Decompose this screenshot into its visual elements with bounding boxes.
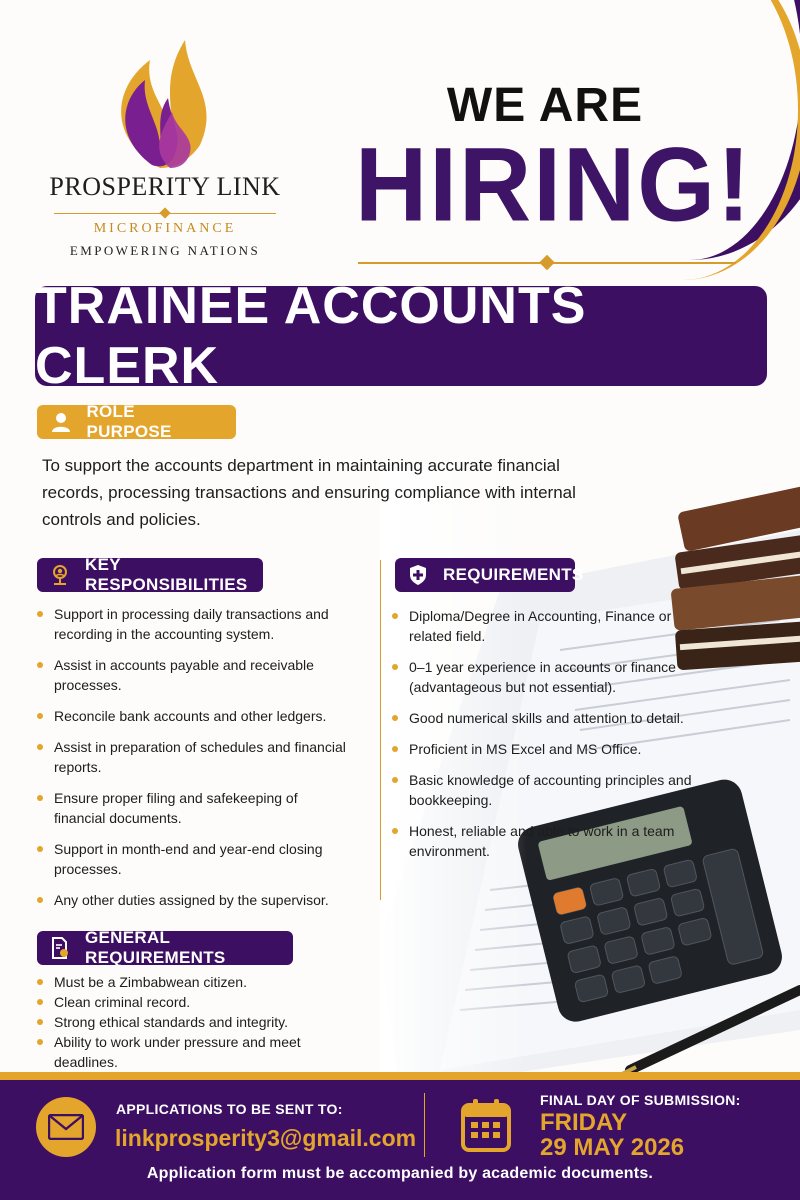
list-item: Assist in accounts payable and receivable processes. (36, 655, 346, 695)
headline-we-are: WE ARE (446, 79, 644, 132)
person-search-icon (49, 563, 71, 587)
document-badge-icon (49, 936, 71, 960)
list-item: Ensure proper filing and safekeeping of financial documents. (36, 788, 346, 828)
envelope-icon (36, 1097, 96, 1157)
requirements-heading-label: REQUIREMENTS (443, 565, 584, 584)
column-divider (380, 560, 381, 900)
application-email[interactable]: linkprosperity3@gmail.com (115, 1125, 417, 1151)
flame-logo-icon (90, 20, 240, 170)
list-item: Support in processing daily transactions and recording in the accounting system. (36, 604, 346, 644)
list-item: Proficient in MS Excel and MS Office. (391, 739, 701, 759)
list-item: Must be a Zimbabwean citizen. (36, 972, 326, 992)
key-responsibilities-list (36, 604, 346, 921)
list-item: Good numerical skills and attention to detail. (391, 708, 701, 728)
key-responsibilities-heading-label: KEY RESPONSIBILITIES (85, 555, 248, 594)
list-item: Strong ethical standards and integrity. (36, 1012, 326, 1032)
brand-tagline: EMPOWERING NATIONS (69, 243, 261, 258)
role-purpose-text: To support the accounts department in maintaining accurate financial records, processing transactions and ensuring compliance with internal controls and policies. (42, 456, 576, 529)
calendar-icon (460, 1097, 512, 1153)
general-requirements-list (36, 972, 326, 1072)
brand-division: MICROFINANCE (93, 221, 237, 236)
list-item: Assist in preparation of schedules and financial reports. (36, 737, 346, 777)
footer-divider (424, 1093, 425, 1157)
brand-name: PROSPERITY LINK (49, 172, 281, 201)
list-item: Ability to work under pressure and meet deadlines. (36, 1032, 326, 1072)
footer-note: Application form must be accompanied by academic documents. (146, 1165, 654, 1182)
list-item: 0–1 year experience in accounts or finance (advantageous but not essential). (391, 657, 701, 697)
key-responsibilities-heading (37, 555, 263, 594)
role-purpose-heading-label: ROLE PURPOSE (86, 402, 172, 441)
logo-divider (54, 206, 276, 220)
general-requirements-heading-label: GENERAL REQUIREMENTS (85, 928, 226, 967)
list-item: Honest, reliable and able to work in a team environment. (391, 821, 701, 861)
headline-divider (358, 256, 736, 270)
list-item: Basic knowledge of accounting principles and bookkeeping. (391, 770, 701, 810)
role-purpose-heading (37, 402, 236, 441)
final-day-label: FINAL DAY OF SUBMISSION: (540, 1092, 741, 1108)
person-icon (49, 410, 72, 434)
requirements-heading (395, 558, 584, 592)
list-item: Clean criminal record. (36, 992, 326, 1012)
shield-plus-icon (407, 563, 429, 587)
list-item: Any other duties assigned by the supervisor. (36, 890, 346, 910)
final-date: 29 MAY 2026 (540, 1134, 685, 1161)
final-day: FRIDAY (540, 1109, 628, 1136)
list-item: Diploma/Degree in Accounting, Finance or related field. (391, 606, 701, 646)
job-title: TRAINEE ACCOUNTS CLERK (35, 277, 587, 395)
headline-hiring: HIRING! (355, 126, 753, 244)
requirements-list (391, 606, 701, 872)
list-item: Reconcile bank accounts and other ledgers. (36, 706, 346, 726)
general-requirements-heading (37, 928, 293, 967)
company-logo (40, 20, 290, 270)
applications-label: APPLICATIONS TO BE SENT TO: (116, 1101, 343, 1117)
list-item: Support in month-end and year-end closing processes. (36, 839, 346, 879)
job-title-banner (35, 277, 767, 395)
